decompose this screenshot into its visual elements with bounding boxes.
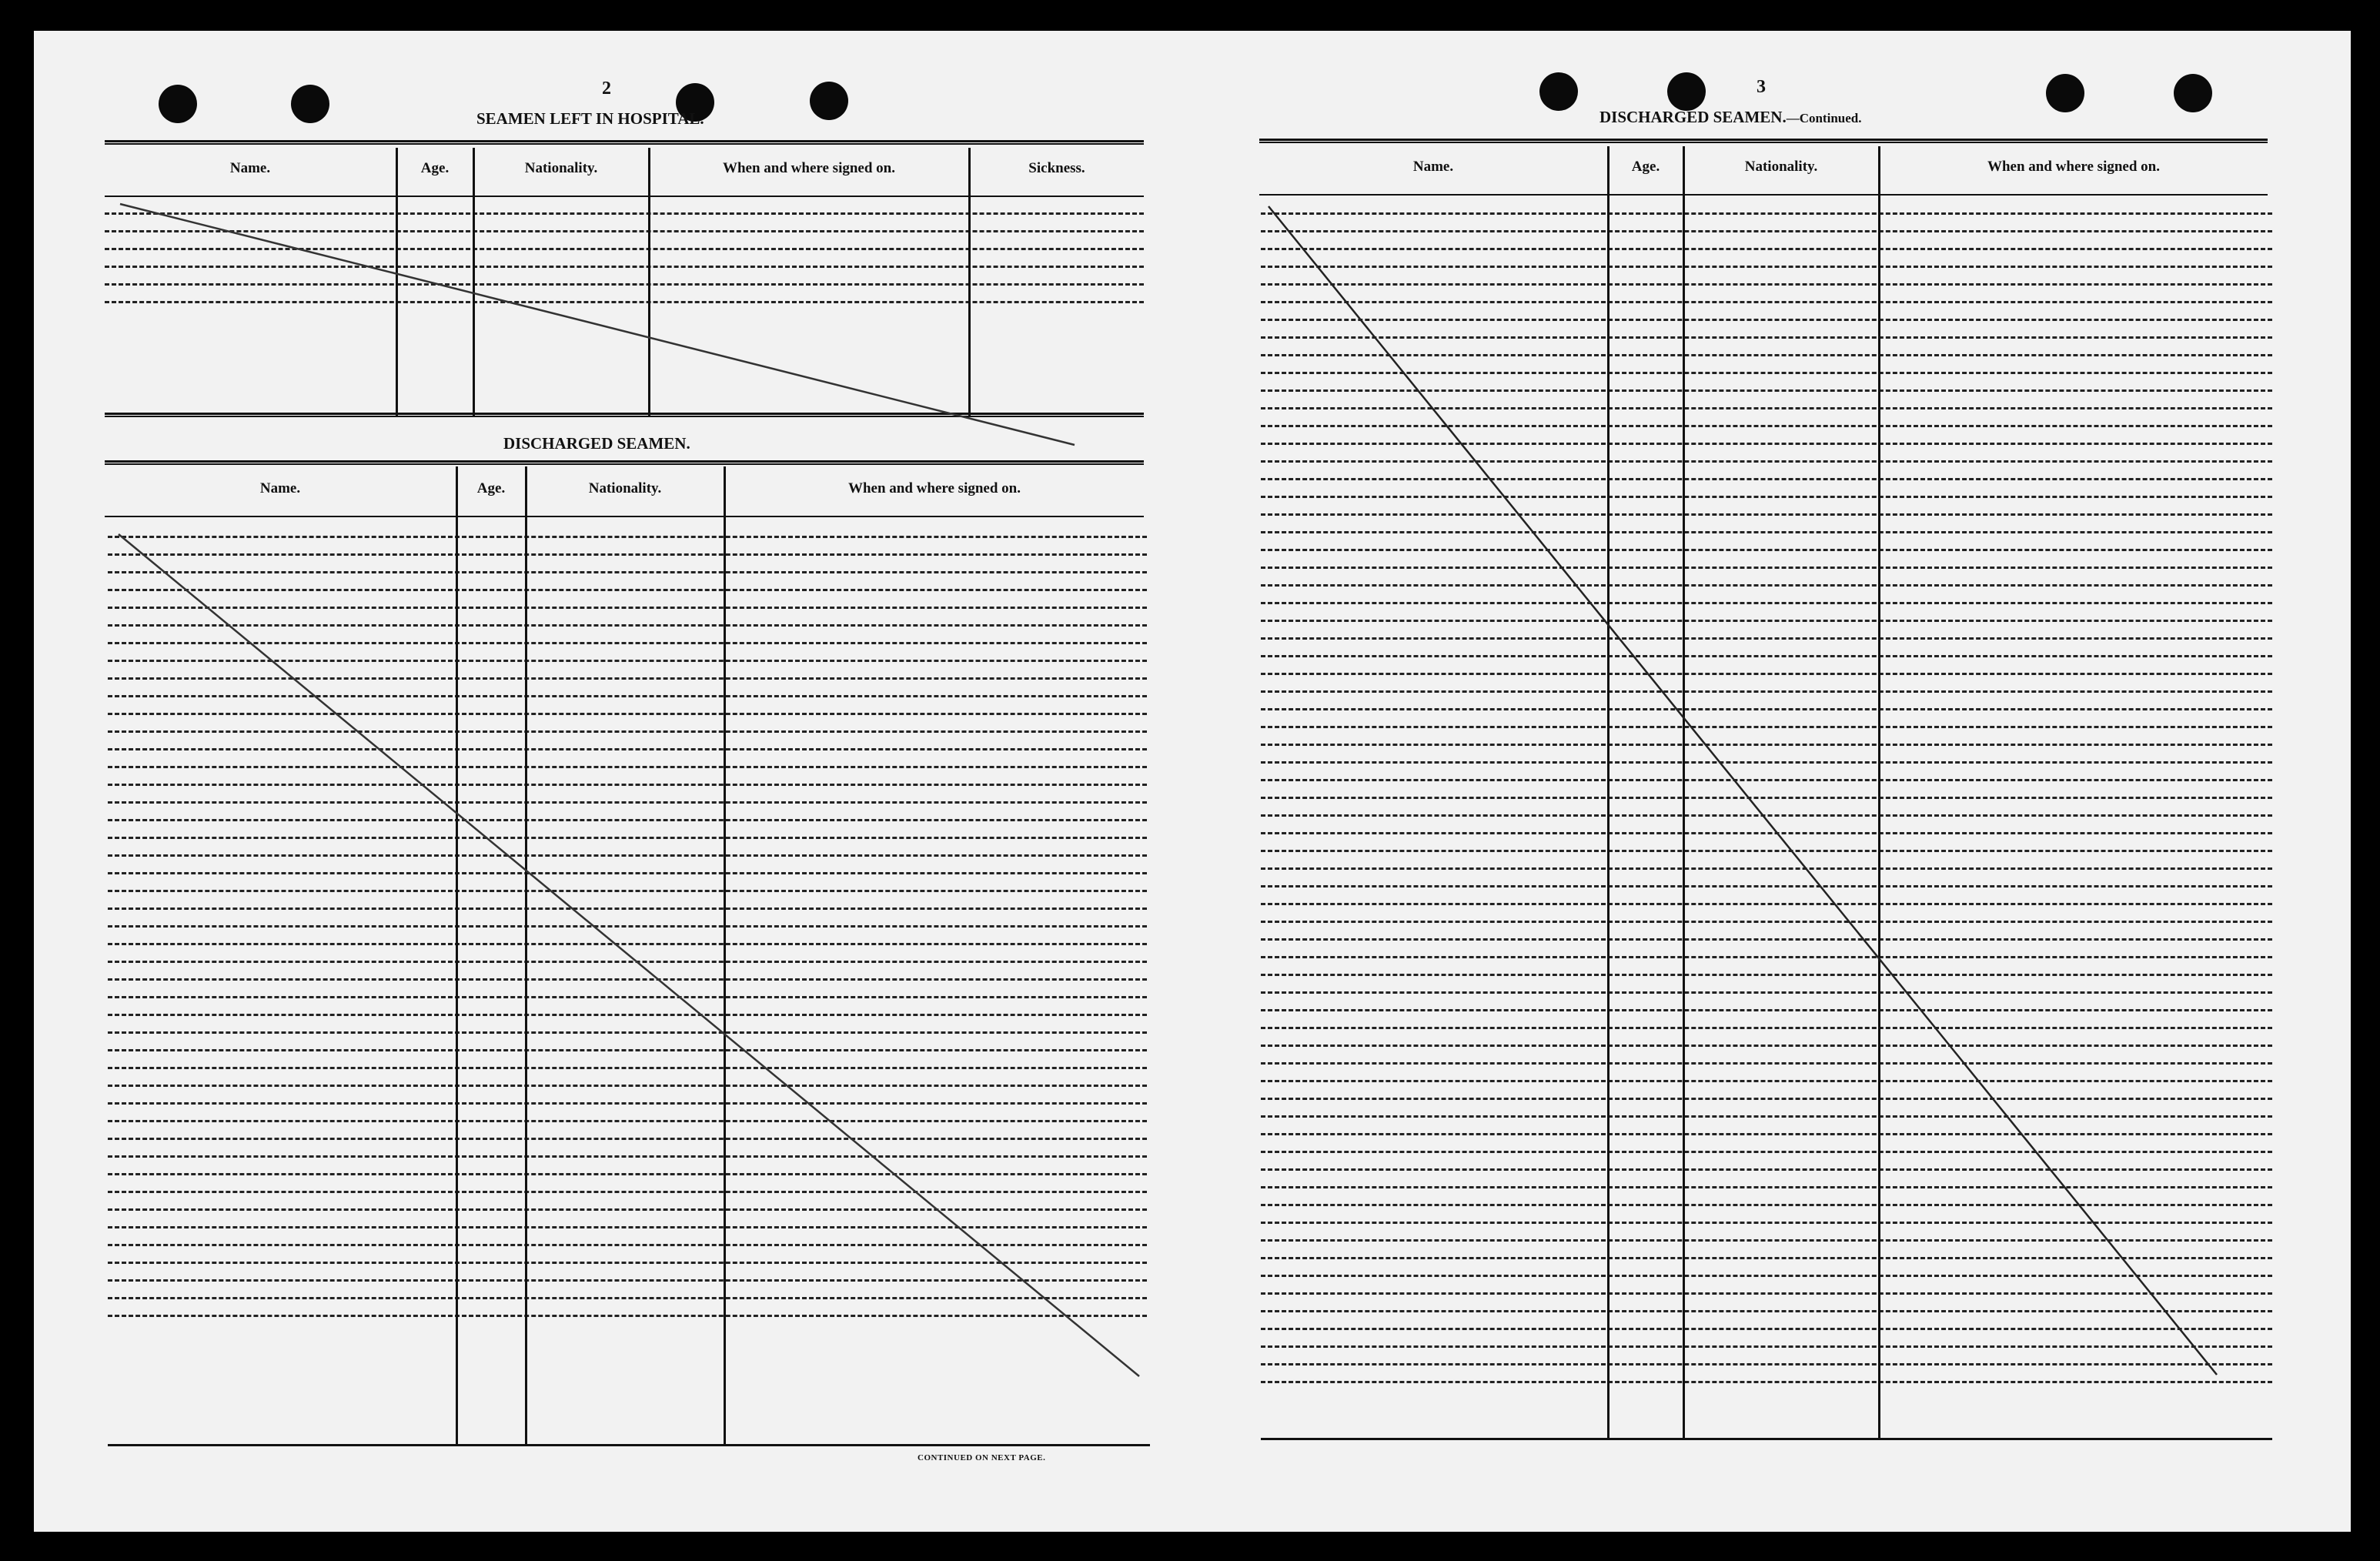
hospital-header-nationality: Nationality. — [524, 160, 598, 176]
right-header-age: Age. — [1631, 159, 1660, 175]
discharged-header-nationality: Nationality. — [588, 480, 662, 496]
right-header-nationality: Nationality. — [1744, 159, 1818, 175]
continued-footer: CONTINUED ON NEXT PAGE. — [918, 1453, 1046, 1462]
title-main: DISCHARGED SEAMEN. — [1599, 108, 1787, 126]
title-suffix: —Continued. — [1786, 111, 1862, 125]
page-number: 3 — [1757, 77, 1766, 97]
strike-line-continued — [1269, 206, 2217, 1375]
right-header-signed-on: When and where signed on. — [1987, 159, 2160, 175]
discharged-section-title: DISCHARGED SEAMEN. — [503, 434, 690, 453]
hospital-section-title: SEAMEN LEFT IN HOSPITAL. — [476, 109, 704, 128]
strike-through-lines — [34, 31, 2351, 1532]
hospital-header-signed-on: When and where signed on. — [722, 160, 895, 176]
page-number: 2 — [602, 79, 611, 99]
document-sheet — [34, 31, 2351, 1532]
hospital-header-name: Name. — [229, 160, 271, 176]
discharged-header-signed-on: When and where signed on. — [847, 480, 1021, 496]
right-header-name: Name. — [1412, 159, 1454, 175]
strike-line-hospital — [120, 204, 1075, 445]
hospital-header-age: Age. — [420, 160, 450, 176]
discharged-header-name: Name. — [259, 480, 301, 496]
strike-line-discharged — [119, 534, 1139, 1376]
hospital-header-sickness: Sickness. — [1028, 160, 1085, 176]
discharged-header-age: Age. — [476, 480, 506, 496]
